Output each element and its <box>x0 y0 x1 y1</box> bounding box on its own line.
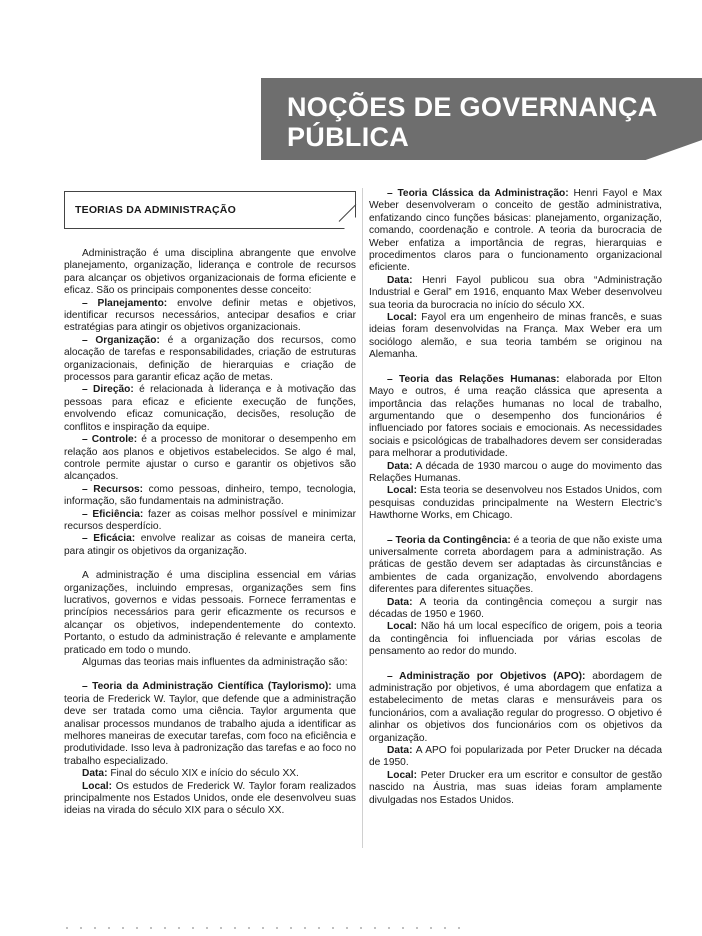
date-label: Data: <box>387 274 413 286</box>
date-label: Data: <box>387 745 413 757</box>
theory-term: – Teoria Clássica da Administração: <box>387 188 569 199</box>
list-item <box>64 509 356 534</box>
list-item <box>64 384 356 434</box>
theory-location <box>369 312 662 362</box>
date-label: Data: <box>387 596 413 608</box>
item-term: – Organização: <box>82 334 160 346</box>
item-term: – Controle: <box>82 434 138 446</box>
theory-classica <box>369 188 662 275</box>
location-label: Local: <box>387 621 418 633</box>
theory-term: – Administração por Objetivos (APO): <box>387 670 586 682</box>
location-label: Local: <box>387 769 418 781</box>
location-text: Não há um local específico de origem, pois a teoria da contingência foi influenciada por várias escolas de pensamento ao redor do mundo. <box>369 621 662 658</box>
theory-taylor <box>64 681 356 768</box>
item-term: – Eficiência: <box>82 508 144 520</box>
location-text: Os estudos de Frederick W. Taylor foram realizados principalmente nos Estados Unidos, onde ele desenvolveu suas ideias na virada do século XIX para o século XX. <box>64 780 356 817</box>
date-text: A teoria da contingência começou a surgir nas décadas de 1950 e 1960. <box>369 596 662 620</box>
location-text: Esta teoria se desenvolveu nos Estados Unidos, com pesquisas conduzidas principalmente na Western Electric’s Hawthorne Works, em Chicago. <box>369 485 662 522</box>
theory-date <box>369 745 662 770</box>
theory-term: – Teoria da Contingência: <box>387 534 511 546</box>
left-column <box>64 248 356 818</box>
paragraph: Algumas das teorias mais influentes da administração são: <box>82 657 348 668</box>
theory-date <box>369 597 662 622</box>
item-text: é a processo de monitorar o desempenho em relação aos planos e objetivos estabelecidos. Se algo é mal, controle permite ajustar o curso e garantir os objetivos são alcançados. <box>64 434 356 483</box>
paragraph: A administração é uma disciplina essencial em várias organizações, incluindo empresas, organizações sem fins lucrativos, governos e vidas pessoais. Fornece ferramentas e princípios necessários para gerir eficazmente os recursos e alcançar os objetivos, independentemente do contexto. Portanto, o estudo da administração é relevante e amplamente praticado em todo o mundo. <box>64 570 356 656</box>
footer-dots <box>60 926 460 930</box>
list-item <box>64 484 356 509</box>
item-text: fazer as coisas melhor possível e minimizar recursos desperdício. <box>64 508 356 532</box>
location-text: Peter Drucker era um escritor e consultor de gestão nascido na Áustria, mas suas ideias foram amplamente divulgadas nos Estados Unidos. <box>369 769 662 806</box>
theory-text: elaborada por Elton Mayo e outros, é uma reação clássica que apresenta a importância das relações humanas no local de trabalho, argumentando que o desempenho dos funcionários é influenciado por fatores sociais e emocionais. As necessidades sociais e psicológicas de trabalhadores devem ser consideradas para melhorar a produtividade. <box>369 373 662 460</box>
item-text: é relacionada à liderança e à motivação das pessoas para eficaz e eficiente execução de funções, envolvendo eficaz comunicação, decisões, resolução de conflitos e inspiração da equipe. <box>64 384 357 433</box>
date-text: A APO foi popularizada por Peter Drucker na década de 1950. <box>369 745 662 769</box>
location-label: Local: <box>387 485 418 497</box>
theory-term: – Teoria das Relações Humanas: <box>387 373 560 385</box>
theory-date <box>369 461 662 486</box>
intro-paragraph: Administração é uma disciplina abrangente que envolve planejamento, organização, liderança e controle de recursos para alcançar os objetivos organizacionais de forma eficiente e eficaz. São os principais componentes desse conceito: <box>64 248 356 297</box>
date-label: Data: <box>387 460 413 472</box>
item-term: – Eficácia: <box>82 533 136 545</box>
theory-date <box>369 275 662 312</box>
theory-location <box>369 770 662 807</box>
item-text: é a organização dos recursos, como alocação de tarefas e responsabilidades, criação de estruturas organizacionais, definição de hierarquias e criação de processos para garantir eficaz ação de metas. <box>64 334 356 384</box>
list-item <box>64 298 356 335</box>
date-label: Data: <box>82 768 108 780</box>
theory-text: abordagem de administração por objetivos, é uma abordagem que enfatiza a estabelecimento de metas claras e mensuráveis para os funcionários, com a avaliação regular do progresso. O objetivo é alinhar os objetivos dos funcionários com os objetivos da organização. <box>369 670 662 744</box>
date-text: A década de 1930 marcou o auge do movimento das Relações Humanas. <box>369 460 662 484</box>
item-term: – Planejamento: <box>82 297 168 309</box>
location-label: Local: <box>387 312 418 324</box>
item-text: como pessoas, dinheiro, tempo, tecnologia, informação, são fundamentais na administração. <box>64 483 356 508</box>
theory-date <box>64 768 356 780</box>
theory-contingencia <box>369 535 662 597</box>
theory-location <box>369 621 662 658</box>
location-label: Local: <box>82 780 113 792</box>
theory-term: – Teoria da Administração Científica (Taylorismo): <box>82 681 332 693</box>
item-term: – Recursos: <box>82 483 144 495</box>
column-divider <box>362 188 363 848</box>
theory-text: é a teoria de que não existe uma universalmente correta abordagem para a administração. As práticas de gestão devem ser adaptadas às circunstâncias e ambientes de cada organização, envolvendo abordagens diferentes para diferentes situações. <box>369 534 662 596</box>
list-item <box>64 335 356 385</box>
theory-location <box>369 485 662 522</box>
location-text: Fayol era um engenheiro de minas francês, e suas ideias foram desenvolvidas na França. Max Weber era um sociólogo alemão, e sua teoria também se originou na Alemanha. <box>369 312 662 361</box>
theory-apo <box>369 671 662 745</box>
theory-location <box>64 781 356 818</box>
date-text: Henri Fayol publicou sua obra “Administração Industrial e Geral” em 1916, enquanto Max Weber desenvolveu sua teoria da burocracia no início do século XX. <box>369 274 662 311</box>
section-title: TEORIAS DA ADMINISTRAÇÃO <box>75 204 236 216</box>
theory-text: uma teoria de Frederick W. Taylor, que defende que a administração deve ser tratada como uma ciência. Taylor argumenta que analisar processos mundanos de trabalho ajuda a identificar as melhores maneiras de executar tarefas, com foco na eficiência e produtividade. Isso leva à padronização das tarefas e ao foco no trabalho especializado. <box>64 681 356 767</box>
theory-relacoes <box>369 374 662 461</box>
list-item <box>64 533 356 558</box>
page-title: NOÇÕES DE GOVERNANÇA PÚBLICA <box>287 92 657 152</box>
item-term: – Direção: <box>82 384 134 396</box>
list-item <box>64 434 356 484</box>
date-text: Final do século XIX e início do século XX. <box>107 768 299 780</box>
item-text: envolve realizar as coisas de maneira certa, para atingir os objetivos da organização. <box>64 533 356 557</box>
item-text: envolve definir metas e objetivos, identificar recursos necessários, antecipar desafios e criar estratégias para atingir os objetivos organizacionais. <box>64 297 356 334</box>
theory-text: Henri Fayol e Max Weber desenvolveram o conceito de gestão administrativa, enfatizando cinco funções básicas: planejamento, organização, comando, coordenação e controle. A teoria da burocracia de Weber enfatiza a importância de regras, hierarquias e procedimentos claros para o funcionamento organizacional eficiente. <box>369 188 662 274</box>
right-column <box>369 188 662 807</box>
